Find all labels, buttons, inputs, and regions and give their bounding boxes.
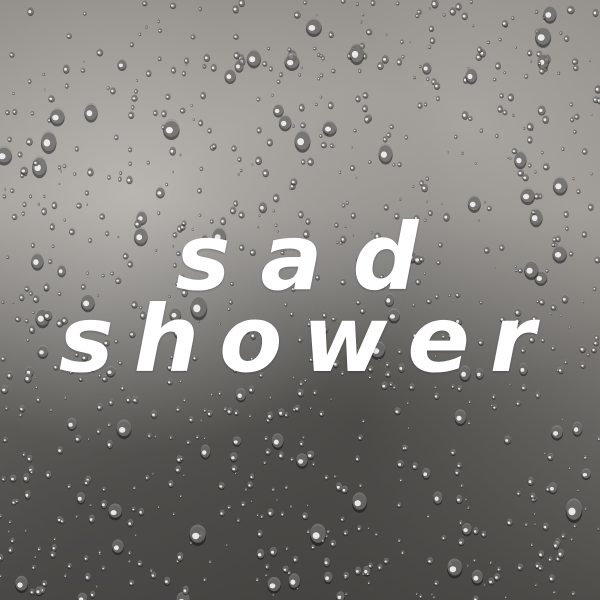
title-word-shower: shower: [58, 286, 556, 393]
title-word-sad: sad: [175, 204, 449, 311]
